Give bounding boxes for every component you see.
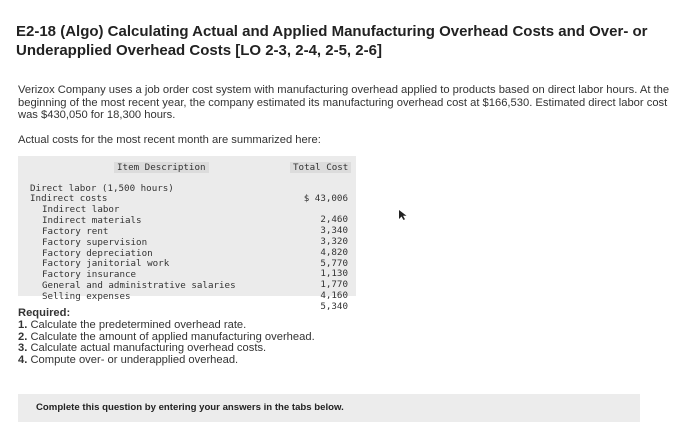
row-label: Factory depreciation (42, 247, 153, 259)
row-label: Direct labor (1,500 hours) (30, 182, 174, 194)
row-value: 4,160 (320, 290, 348, 302)
problem-intro: Verizox Company uses a job order cost system with manufacturing overhead applied to products based on direct labor hours. At the beginning of the most recent year, the company estimated its manufacturing overhead cost at $166,530. Estimated direct labor cost was $430,050 for 18,300 hours. (18, 84, 670, 121)
row-value: 3,320 (320, 236, 348, 248)
instructions-banner (18, 394, 640, 422)
row-label: Indirect labor (42, 203, 120, 215)
required-item: 1. Calculate the predetermined overhead rate. (18, 318, 247, 331)
row-value: 1,130 (320, 268, 348, 280)
row-label: Factory supervision (42, 236, 148, 248)
row-value: 5,770 (320, 258, 348, 270)
row-value: 5,340 (320, 301, 348, 313)
table-header-cost: Total Cost (290, 162, 351, 173)
required-item: 3. Calculate actual manufacturing overhead costs. (18, 342, 267, 355)
row-label: General and administrative salaries (42, 279, 236, 291)
actual-costs-label: Actual costs for the most recent month are summarized here: (18, 134, 321, 146)
row-label: Factory janitorial work (42, 257, 170, 269)
required-item: 4. Compute over- or underapplied overhead. (18, 354, 239, 367)
required-section (18, 308, 315, 367)
row-value: 4,820 (320, 247, 348, 259)
required-item: 2. Calculate the amount of applied manufacturing overhead. (18, 330, 315, 343)
row-label: Factory rent (42, 225, 109, 237)
problem-title: E2-18 (Algo) Calculating Actual and Applied Manufacturing Overhead Costs and Over- or Underapplied Overhead Costs [LO 2-3, 2-4, 2-5, 2-6] (16, 23, 648, 59)
row-value: 3,340 (320, 225, 348, 237)
row-label: Factory insurance (42, 268, 137, 280)
required-title: Required: (18, 307, 71, 319)
table-header-description: Item Description (114, 162, 209, 173)
banner-text: Complete this question by entering your answers in the tabs below. (36, 402, 344, 413)
row-label: Indirect materials (42, 214, 142, 226)
row-value: $ 43,006 (303, 193, 348, 205)
row-value: 2,460 (320, 214, 348, 226)
row-label: Indirect costs (30, 192, 108, 204)
row-value: 1,770 (320, 279, 348, 291)
row-label: Selling expenses (42, 290, 131, 302)
